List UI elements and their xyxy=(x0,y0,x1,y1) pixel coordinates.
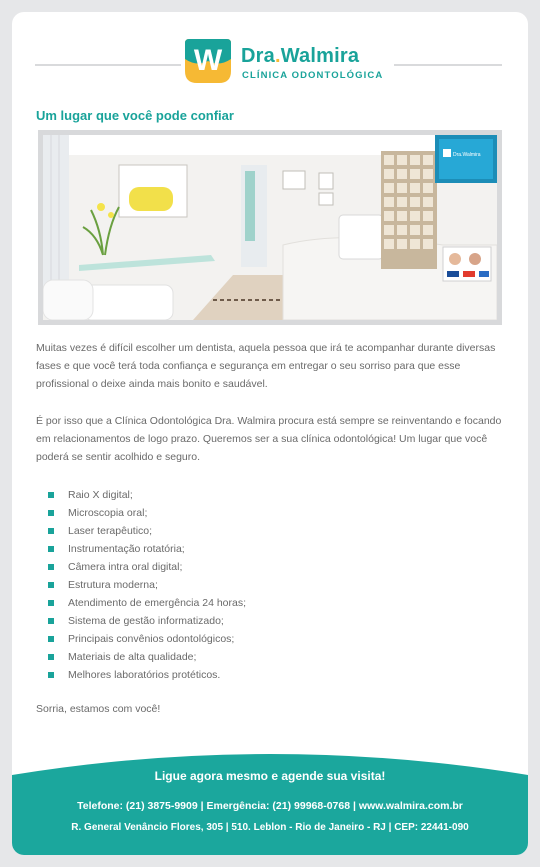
feature-item: Microscopia oral; xyxy=(48,504,246,522)
feature-item: Melhores laboratórios protéticos. xyxy=(48,666,246,684)
header-divider-right xyxy=(394,64,502,66)
bullet-icon xyxy=(48,546,54,552)
feature-item: Câmera intra oral digital; xyxy=(48,558,246,576)
bullet-icon xyxy=(48,582,54,588)
feature-item: Principais convênios odontológicos; xyxy=(48,630,246,648)
screen-logo-text: Dra.Walmira xyxy=(453,152,481,158)
intro-paragraph: Muitas vezes é difícil escolher um dentista, aquela pessoa que irá te acompanhar durante diversas fases e que você terá toda confiança e segurança em entregar o seu sorriso para que esse profissional o deixe ainda mais bonito e saudável. xyxy=(36,342,496,390)
bullet-icon xyxy=(48,600,54,606)
bullet-icon xyxy=(48,564,54,570)
header xyxy=(12,12,528,92)
tooth-logo-icon xyxy=(183,37,233,85)
feature-item: Estrutura moderna; xyxy=(48,576,246,594)
section-title: Um lugar que você pode confiar xyxy=(36,108,234,123)
feature-item: Atendimento de emergência 24 horas; xyxy=(48,594,246,612)
bullet-icon xyxy=(48,636,54,642)
feature-item: Sistema de gestão informatizado; xyxy=(48,612,246,630)
call-to-action: Ligue agora mesmo e agende sua visita! xyxy=(154,769,386,783)
bullet-icon xyxy=(48,492,54,498)
feature-item: Laser terapêutico; xyxy=(48,522,246,540)
feature-item: Raio X digital; xyxy=(48,486,246,504)
mission-paragraph: É por isso que a Clínica Odontológica Dra. Walmira procura está sempre se reinventando e focando em relacionamentos de logo prazo. Queremos ser a sua clínica odontológica! Um lugar que você poderá se sentir acolhido e seguro. xyxy=(36,415,502,463)
brand-name: Dra.Walmira xyxy=(241,45,360,67)
bullet-icon xyxy=(48,672,54,678)
address-line: R. General Venâncio Flores, 305 | 510. Leblon - Rio de Janeiro - RJ | CEP: 22441-090 xyxy=(71,822,469,833)
features-list xyxy=(48,486,246,684)
clinic-reception-photo xyxy=(43,135,497,320)
closing-text: Sorria, estamos com você! xyxy=(36,703,161,715)
header-divider-left xyxy=(35,64,181,66)
email-card xyxy=(12,12,528,855)
logo-letter: W xyxy=(193,44,223,77)
brand-subtitle: CLÍNICA ODONTOLÓGICA xyxy=(242,70,384,81)
feature-item: Materiais de alta qualidade; xyxy=(48,648,246,666)
feature-item: Instrumentação rotatória; xyxy=(48,540,246,558)
contact-line[interactable]: Telefone: (21) 3875-9909 | Emergência: (21) 99968-0768 | www.walmira.com.br xyxy=(77,800,463,812)
bullet-icon xyxy=(48,618,54,624)
bullet-icon xyxy=(48,510,54,516)
bullet-icon xyxy=(48,654,54,660)
clinic-photo-frame xyxy=(38,130,502,325)
bullet-icon xyxy=(48,528,54,534)
